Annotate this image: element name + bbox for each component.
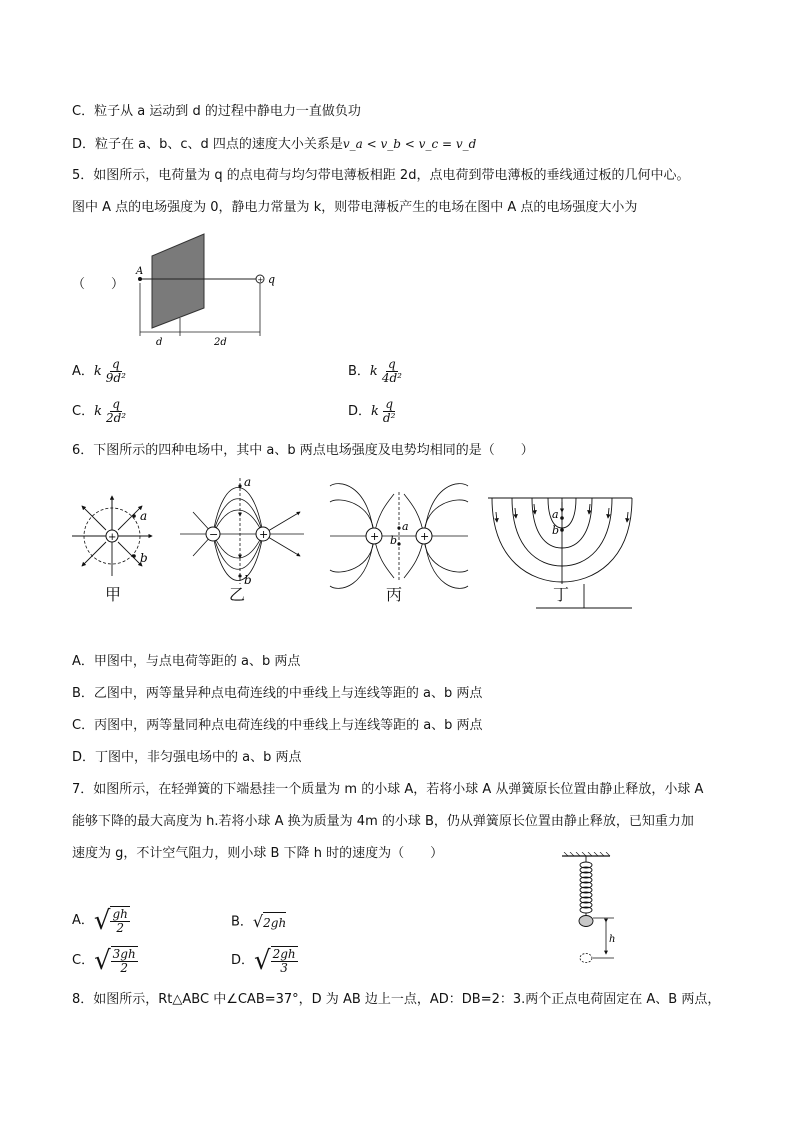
numerator: 2gh (272, 947, 296, 961)
numerator: q (112, 397, 120, 411)
fig-ding-label-a: a (552, 508, 559, 521)
sqrt: √ 2gh (252, 912, 287, 931)
const-k: k (93, 364, 102, 379)
spring-coil (580, 856, 592, 916)
point-a (138, 277, 142, 281)
q4-option-c: C．粒子从 a 运动到 d 的过程中静电力一直做负功 (72, 104, 361, 119)
const-k: k (371, 404, 379, 419)
numerator: q (112, 357, 120, 371)
fig-caption-bing: 丙 (386, 585, 403, 604)
denominator: 2 (116, 921, 125, 935)
option-label: C． (72, 404, 95, 419)
q4-option-d-relation: v_a < v_b < v_c = v_d (342, 137, 477, 151)
numerator: q (385, 397, 393, 411)
denominator: 3 (280, 961, 288, 975)
label-q: q (268, 273, 276, 286)
denominator: 9d² (105, 371, 126, 385)
option-label: A． (72, 364, 94, 379)
q5-option-c (72, 398, 130, 425)
q7-stem-line1: 7．如图所示，在轻弹簧的下端悬挂一个质量为 m 的小球 A，若将小球 A 从弹簧原长位置由静止释放，小球 A (72, 782, 704, 797)
svg-text:−: − (209, 528, 219, 541)
label-h: h (609, 934, 616, 945)
q8-stem-line1: 8．如图所示，Rt△ABC 中∠CAB=37°，D 为 AB 边上一点，AD：DB=2：3.两个正点电荷固定在 A、B 两点， (72, 992, 721, 1007)
denominator: 2 (120, 961, 128, 975)
q5-stem-line2: 图中 A 点的电场强度为 0，静电力常量为 k，则带电薄板产生的电场在图中 A 点的电场强度大小为 (72, 200, 638, 215)
sqrt: √ $\frac{2gh}{3}$ (254, 945, 296, 976)
fraction (381, 398, 398, 425)
charge-q-plus: + (257, 276, 264, 284)
numerator: gh (112, 907, 128, 921)
figure-yi (180, 478, 304, 584)
fig-bing-label-b: b (390, 534, 398, 547)
figure-jia (72, 496, 152, 576)
q5-figure (128, 228, 278, 348)
fig-caption-yi: 乙 (229, 585, 246, 604)
fraction (380, 358, 404, 385)
denominator: d² (382, 411, 396, 425)
option-label: D． (348, 404, 372, 419)
q7-stem-line2: 能够下降的最大高度为 h.若将小球 A 换为质量为 4m 的小球 B，仍从弹簧原长位置由静止释放，已知重力加 (72, 814, 694, 829)
sqrt: √ $\frac{3gh}{2}$ (94, 945, 136, 976)
option-label: C． (72, 953, 95, 968)
ball-lowest-position (580, 954, 592, 963)
denominator: 4d² (381, 371, 402, 385)
q4-option-d-text: D．粒子在 a、b、c、d 四点的速度大小关系是 (72, 137, 343, 152)
option-label: D． (231, 953, 255, 968)
q5-option-a (72, 358, 130, 385)
fig-jia-label-b: b (140, 551, 148, 565)
option-label: A． (72, 913, 94, 928)
radicand: 2gh (263, 912, 286, 932)
q7-option-c (72, 946, 138, 975)
fig-yi-label-a: a (244, 475, 252, 489)
option-label: B． (348, 364, 370, 379)
q4-option-d (72, 135, 476, 154)
q5-stem-line1: 5．如图所示，电荷量为 q 的点电荷与均匀带电薄板相距 2d，点电荷到带电薄板的垂线通过板的几何中心。 (72, 168, 690, 183)
fig-caption-jia: 甲 (105, 585, 122, 604)
const-k: k (369, 364, 378, 379)
svg-text:+: + (370, 530, 380, 543)
svg-text:+: + (420, 530, 430, 543)
fig-ding-label-b: b (552, 524, 560, 537)
svg-text:+: + (108, 532, 117, 543)
numerator: q (388, 357, 396, 371)
ball-a (579, 916, 593, 927)
sqrt: √ $\frac{gh}{2}$ (93, 905, 128, 936)
label-a: A (136, 266, 144, 277)
q5-option-d (348, 398, 399, 425)
q6-stem: 6．下图所示的四种电场中，其中 a、b 两点电场强度及电势均相同的是（ ） (72, 443, 534, 458)
denominator: 2d² (105, 411, 127, 425)
option-label: B． (231, 914, 253, 930)
q5-option-b (348, 358, 406, 385)
q5-answer-paren: （ ） (72, 277, 125, 292)
q6-option-b: B．乙图中，两等量异种点电荷连线的中垂线上与连线等距的 a、b 两点 (72, 686, 483, 701)
fig-jia-label-a: a (140, 509, 148, 523)
numerator: 3gh (112, 947, 136, 961)
fraction (104, 358, 128, 385)
q6-option-c: C．丙图中，两等量同种点电荷连线的中垂线上与连线等距的 a、b 两点 (72, 718, 483, 733)
q7-stem-line3: 速度为 g，不计空气阻力，则小球 B 下降 h 时的速度为（ ） (72, 846, 444, 861)
fig-bing-label-a: a (402, 520, 409, 533)
figure-bing (330, 484, 468, 589)
svg-text:+: + (259, 528, 269, 541)
fig-yi-label-b: b (244, 573, 252, 587)
const-k: k (94, 404, 102, 419)
q7-spring-figure (556, 852, 636, 970)
q7-option-b (231, 912, 286, 932)
label-d: d (156, 337, 163, 348)
label-2d: 2d (214, 337, 227, 348)
fig-caption-ding: 丁 (553, 585, 570, 604)
q6-option-a: A．甲图中，与点电荷等距的 a、b 两点 (72, 654, 301, 669)
q7-option-a (72, 906, 130, 935)
q6-option-d: D．丁图中，非匀强电场中的 a、b 两点 (72, 750, 302, 765)
q7-option-d (231, 946, 298, 975)
charged-plate (152, 234, 204, 328)
fraction (104, 398, 128, 425)
